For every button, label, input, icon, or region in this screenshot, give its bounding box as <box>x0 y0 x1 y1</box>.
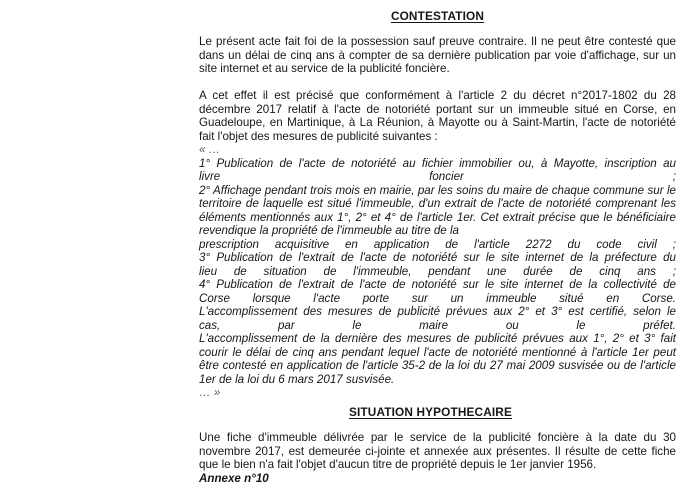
section-heading-situation-hypothecaire <box>199 406 676 419</box>
quote-line-7: 4° Publication de l'extrait de l'acte de notoriété sur le site internet de la collectivité de <box>199 278 676 292</box>
contestation-paragraph-2: A cet effet il est précisé que conformément à l'article 2 du décret n°2017-1802 du 28 décembre 2017 relatif à l'acte de notoriété portant sur un immeuble situé en Corse, en Guadeloupe, en Martinique, à La Réunion, à Mayotte ou à Saint-Martin, l'acte de notoriété fait l'objet des mesures de publicité suivantes : <box>199 89 676 143</box>
quote-line-11: L'accomplissement de la dernière des mesures de publicité prévues aux 1°, 2° et 3° fait courir le délai de cinq ans pendant lequel l'acte de notoriété mentionné à l'article 1er peut être contesté en application de l'article 35-2 de la loi du 27 mai 2009 susvisée ou de l'article 1er de la loi du 6 mars 2017 susvisée. <box>199 332 676 386</box>
quote-line-2: livre foncier ; <box>199 170 676 184</box>
contestation-paragraph-1: Le présent acte fait foi de la possession sauf preuve contraire. Il ne peut être contesté que dans un délai de cinq ans à compter de sa dernière publication par voie d'affichage, sur un site internet et au service de la publicité foncière. <box>199 35 676 76</box>
situation-hypothecaire-paragraph-1: Une fiche d'immeuble délivrée par le service de la publicité foncière à la date du 30 novembre 2017, est demeurée ci-jointe et annexée aux présentes. Il résulte de cette fiche que le bien n'a fait l'objet d'aucun titre de propriété depuis le 1er janvier 1956. <box>199 431 676 472</box>
decree-quote-block <box>199 143 676 400</box>
quote-line-8: Corse lorsque l'acte porte sur un immeuble situé en Corse. <box>199 291 676 305</box>
annexe-reference-label: Annexe n°10 <box>199 471 269 485</box>
quote-close-mark: … » <box>199 386 221 400</box>
section-heading-situation-hypothecaire-text: SITUATION HYPOTHECAIRE <box>348 404 512 419</box>
section-heading-contestation-text: CONTESTATION <box>390 9 485 23</box>
quote-line-4: prescription acquisitive en application de l'article 2272 du code civil ; <box>199 237 676 251</box>
quote-line-5: 3° Publication de l'extrait de l'acte de notoriété sur le site internet de la préfecture du <box>199 251 676 265</box>
quote-line-1: 1° Publication de l'acte de notoriété au fichier immobilier ou, à Mayotte, inscription au <box>199 156 676 170</box>
document-text-body <box>199 0 676 485</box>
quote-open-mark: « … <box>199 143 221 157</box>
section-heading-contestation <box>199 10 676 23</box>
quote-line-6: lieu de situation de l'immeuble, pendant une durée de cinq ans ; <box>199 264 676 278</box>
quote-line-3: 2° Affichage pendant trois mois en mairie, par les soins du maire de chaque commune sur le territoire de laquelle est situé l'immeuble, d'un extrait de l'acte de notoriété comprenant les éléments mentionnés aux 1°, 2° et 4° de l'article 1er. Cet extrait précise que le bénéficiaire revendique la propriété de l'immeuble au titre de la <box>199 183 676 238</box>
quote-line-10: cas, par le maire ou le préfet. <box>199 318 676 332</box>
quote-line-9: L'accomplissement des mesures de publicité prévues aux 2° et 3° est certifié, selon le <box>199 305 676 319</box>
